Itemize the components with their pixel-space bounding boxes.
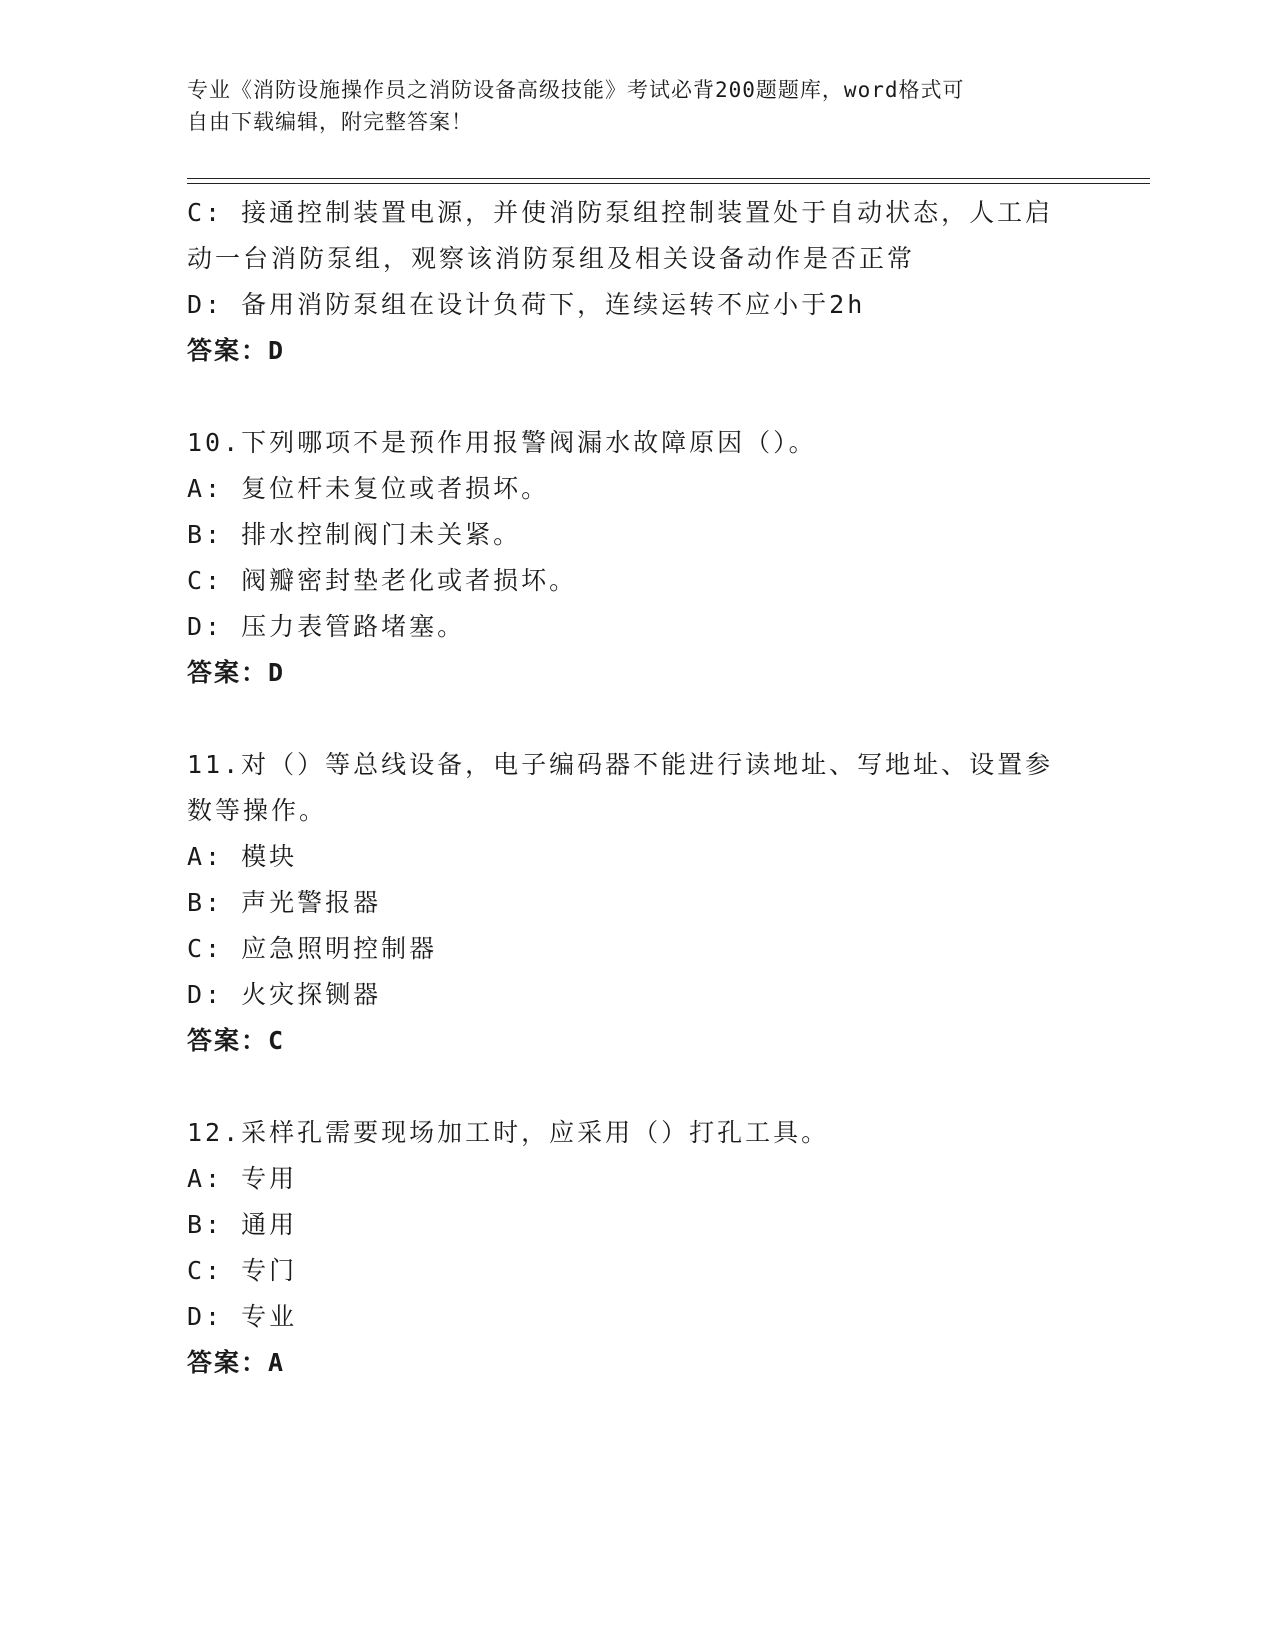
answer: 答案：D <box>187 336 286 365</box>
header-line-1: 专业《消防设施操作员之消防设备高级技能》考试必背200题题库，word格式可 <box>187 78 965 102</box>
option-b: B: 通用 <box>187 1210 298 1239</box>
question-text-continued: 数等操作。 <box>187 796 328 825</box>
option-a: A: 复位杆未复位或者损坏。 <box>187 474 550 503</box>
header-line-2: 自由下载编辑，附完整答案！ <box>187 110 473 134</box>
header-divider-bottom <box>187 183 1150 184</box>
answer: 答案：D <box>187 658 286 687</box>
question-12 <box>187 1110 1087 1386</box>
question-list <box>187 190 1087 1386</box>
option-a: A: 模块 <box>187 842 298 871</box>
question-11 <box>187 742 1087 1064</box>
option-c: C: 阀瓣密封垫老化或者损坏。 <box>187 566 578 595</box>
option-a: A: 专用 <box>187 1164 298 1193</box>
option-d: D: 专业 <box>187 1302 298 1331</box>
question-text: 10.下列哪项不是预作用报警阀漏水故障原因（）。 <box>187 428 817 457</box>
question-text: 12.采样孔需要现场加工时，应采用（）打孔工具。 <box>187 1118 830 1147</box>
question-10 <box>187 420 1087 696</box>
option-c: C: 应急照明控制器 <box>187 934 438 963</box>
option-c-line-1: C: 接通控制装置电源，并使消防泵组控制装置处于自动状态，人工启 <box>187 198 1054 227</box>
document-header <box>187 74 1087 138</box>
option-b: B: 排水控制阀门未关紧。 <box>187 520 522 549</box>
option-c-line-2: 动一台消防泵组，观察该消防泵组及相关设备动作是否正常 <box>187 244 916 273</box>
option-b: B: 声光警报器 <box>187 888 382 917</box>
answer: 答案：C <box>187 1026 286 1055</box>
option-d: D: 备用消防泵组在设计负荷下，连续运转不应小于2h <box>187 290 866 319</box>
header-divider-top <box>187 178 1150 179</box>
option-d: D: 火灾探铡器 <box>187 980 382 1009</box>
option-d: D: 压力表管路堵塞。 <box>187 612 466 641</box>
option-c: C: 专门 <box>187 1256 298 1285</box>
question-text: 11.对（）等总线设备，电子编码器不能进行读地址、写地址、设置参 <box>187 750 1054 779</box>
continued-question-9 <box>187 190 1087 374</box>
answer: 答案：A <box>187 1348 286 1377</box>
